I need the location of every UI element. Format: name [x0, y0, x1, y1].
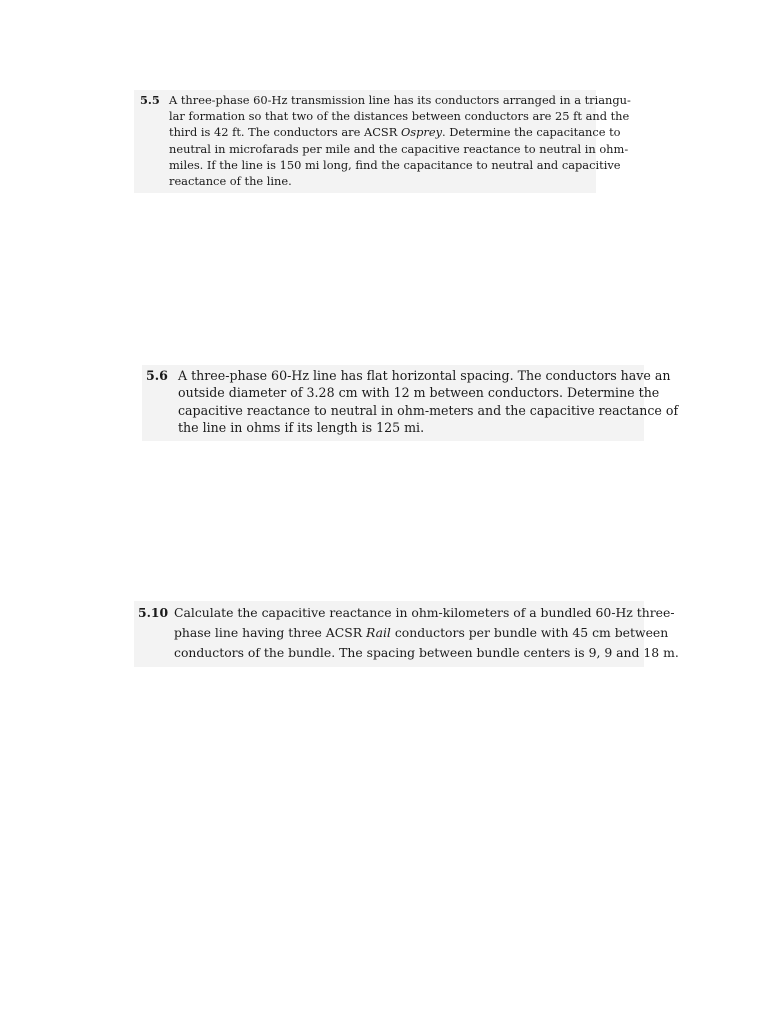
- text-segment: conductors per bundle with 45 cm between: [390, 625, 669, 640]
- text-line: miles. If the line is 150 mi long, find the capacitance to neutral and capacitive: [169, 157, 621, 172]
- text-line: capacitive reactance to neutral in ohm-meters and the capacitive reactance of: [178, 402, 679, 418]
- text-line: reactance of the line.: [169, 174, 292, 189]
- text-line: A three-phase 60-Hz line has flat horizontal spacing. The conductors have an: [178, 368, 671, 383]
- text-line: outside diameter of 3.28 cm with 12 m between conductors. Determine the: [178, 385, 660, 401]
- problem-number: 5.10: [138, 605, 169, 620]
- problem-text: [178, 367, 679, 437]
- text-line: Calculate the capacitive reactance in ohm-kilometers of a bundled 60-Hz three-: [174, 605, 675, 620]
- text-line: conductors of the bundle. The spacing between bundle centers is 9, 9 and 18 m.: [174, 645, 679, 660]
- text-segment: phase line having three ACSR: [174, 625, 366, 640]
- text-segment: third is 42 ft. The conductors are ACSR: [169, 125, 401, 140]
- problem-number: 5.5: [140, 93, 160, 107]
- conductor-name: Osprey: [400, 125, 443, 140]
- problem-5-6: [142, 365, 679, 441]
- problem-5-10: [134, 601, 679, 667]
- problem-text: [174, 603, 679, 663]
- text-line: [174, 623, 669, 643]
- text-line: the line in ohms if its length is 125 mi.: [178, 420, 425, 436]
- problem-5-5: [134, 90, 631, 193]
- text-line: [169, 124, 621, 140]
- problem-text: [169, 92, 631, 189]
- problem-number: 5.6: [146, 368, 168, 383]
- text-line: A three-phase 60-Hz transmission line has its conductors arranged in a triangu-: [169, 93, 631, 107]
- conductor-name: Rail: [365, 625, 391, 640]
- text-line: neutral in microfarads per mile and the capacitive reactance to neutral in ohm-: [169, 141, 629, 156]
- text-segment: . Determine the capacitance to: [442, 125, 621, 140]
- text-line: lar formation so that two of the distances between conductors are 25 ft and the: [169, 109, 630, 124]
